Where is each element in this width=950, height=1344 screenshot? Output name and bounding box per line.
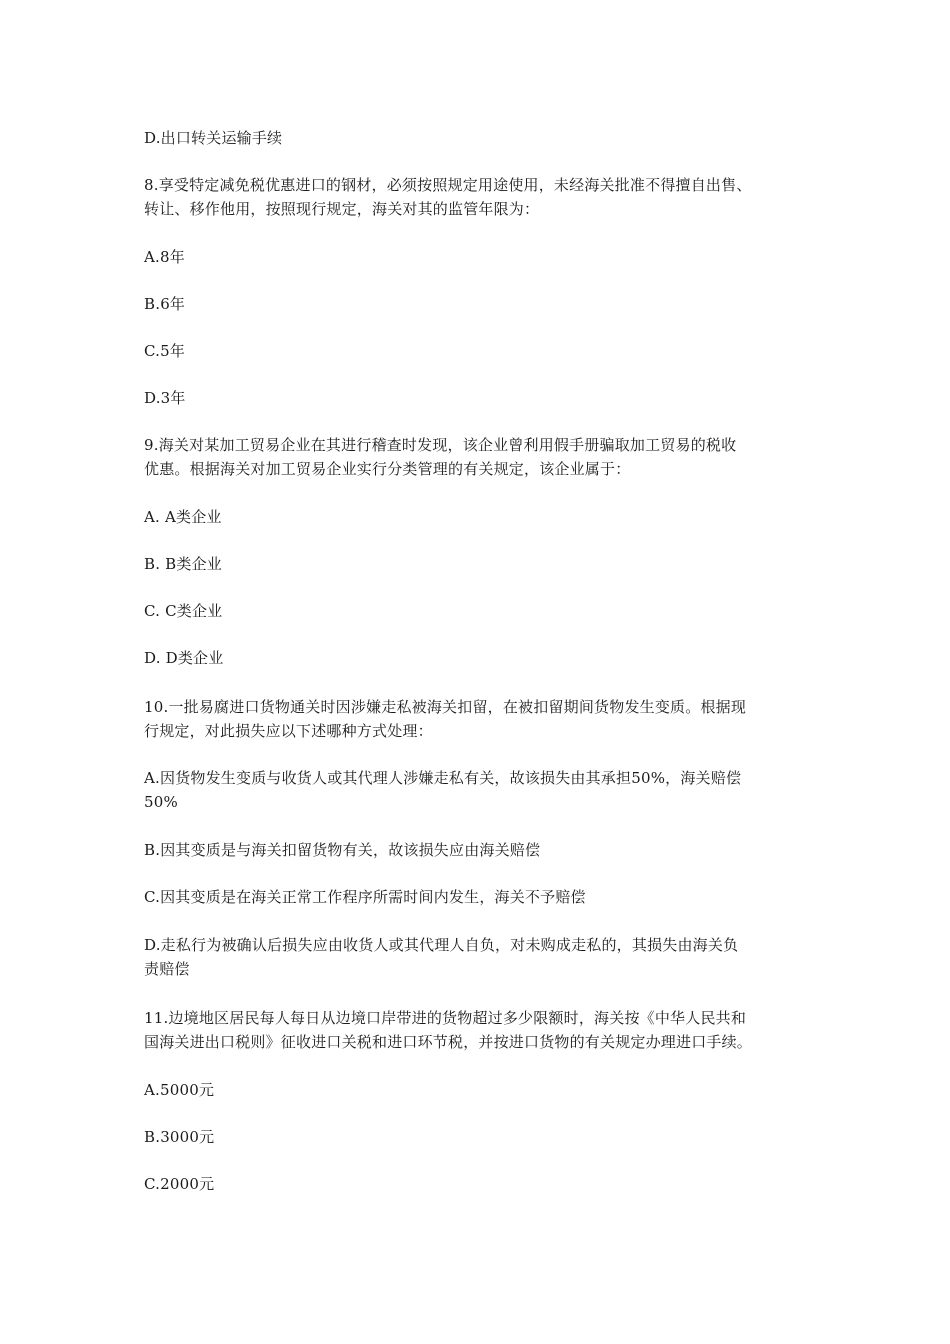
q10-stem-line2: 行规定，对此损失应以下述哪种方式处理： xyxy=(144,722,433,740)
q9-option-a: A. A类企业 xyxy=(144,508,222,526)
q10-option-d-line2: 责赔偿 xyxy=(144,960,190,978)
q8-option-d: D.3年 xyxy=(144,389,186,407)
q10-option-a-line2: 50% xyxy=(144,793,178,811)
q10-option-c: C.因其变质是在海关正常工作程序所需时间内发生，海关不予赔偿 xyxy=(144,888,586,906)
q8-stem-line2: 转让、移作他用，按照现行规定，海关对其的监管年限为： xyxy=(144,200,540,218)
q9-stem-line1: 9.海关对某加工贸易企业在其进行稽查时发现，该企业曾利用假手册骗取加工贸易的税收 xyxy=(144,436,737,454)
q10-stem-line1: 10.一批易腐进口货物通关时因涉嫌走私被海关扣留，在被扣留期间货物发生变质。根据现 xyxy=(144,698,747,716)
q9-option-b: B. B类企业 xyxy=(144,555,222,573)
q10-option-d-line1: D.走私行为被确认后损失应由收货人或其代理人自负，对未购成走私的，其损失由海关负 xyxy=(144,936,739,954)
q11-stem-line1: 11.边境地区居民每人每日从边境口岸带进的货物超过多少限额时，海关按《中华人民共和 xyxy=(144,1009,747,1027)
q8-stem-line1: 8.享受特定减免税优惠进口的钢材，必须按照规定用途使用，未经海关批准不得擅自出售、 xyxy=(144,176,752,194)
q9-stem-line2: 优惠。根据海关对加工贸易企业实行分类管理的有关规定，该企业属于： xyxy=(144,460,631,478)
q8-option-a: A.8年 xyxy=(144,248,185,266)
q11-option-c: C.2000元 xyxy=(144,1175,215,1193)
q9-option-c: C. C类企业 xyxy=(144,602,223,620)
q9-option-d: D. D类企业 xyxy=(144,649,224,667)
q11-option-a: A.5000元 xyxy=(144,1081,215,1099)
q8-option-c: C.5年 xyxy=(144,342,186,360)
q7-option-d: D.出口转关运输手续 xyxy=(144,129,283,147)
q10-option-b: B.因其变质是与海关扣留货物有关，故该损失应由海关赔偿 xyxy=(144,841,541,859)
q11-option-b: B.3000元 xyxy=(144,1128,215,1146)
q10-option-a-line1: A.因货物发生变质与收货人或其代理人涉嫌走私有关，故该损失由其承担50%，海关赔偿 xyxy=(144,769,742,787)
q8-option-b: B.6年 xyxy=(144,295,186,313)
q11-stem-line2: 国海关进出口税则》征收进口关税和进口环节税，并按进口货物的有关规定办理进口手续。 xyxy=(144,1033,753,1051)
